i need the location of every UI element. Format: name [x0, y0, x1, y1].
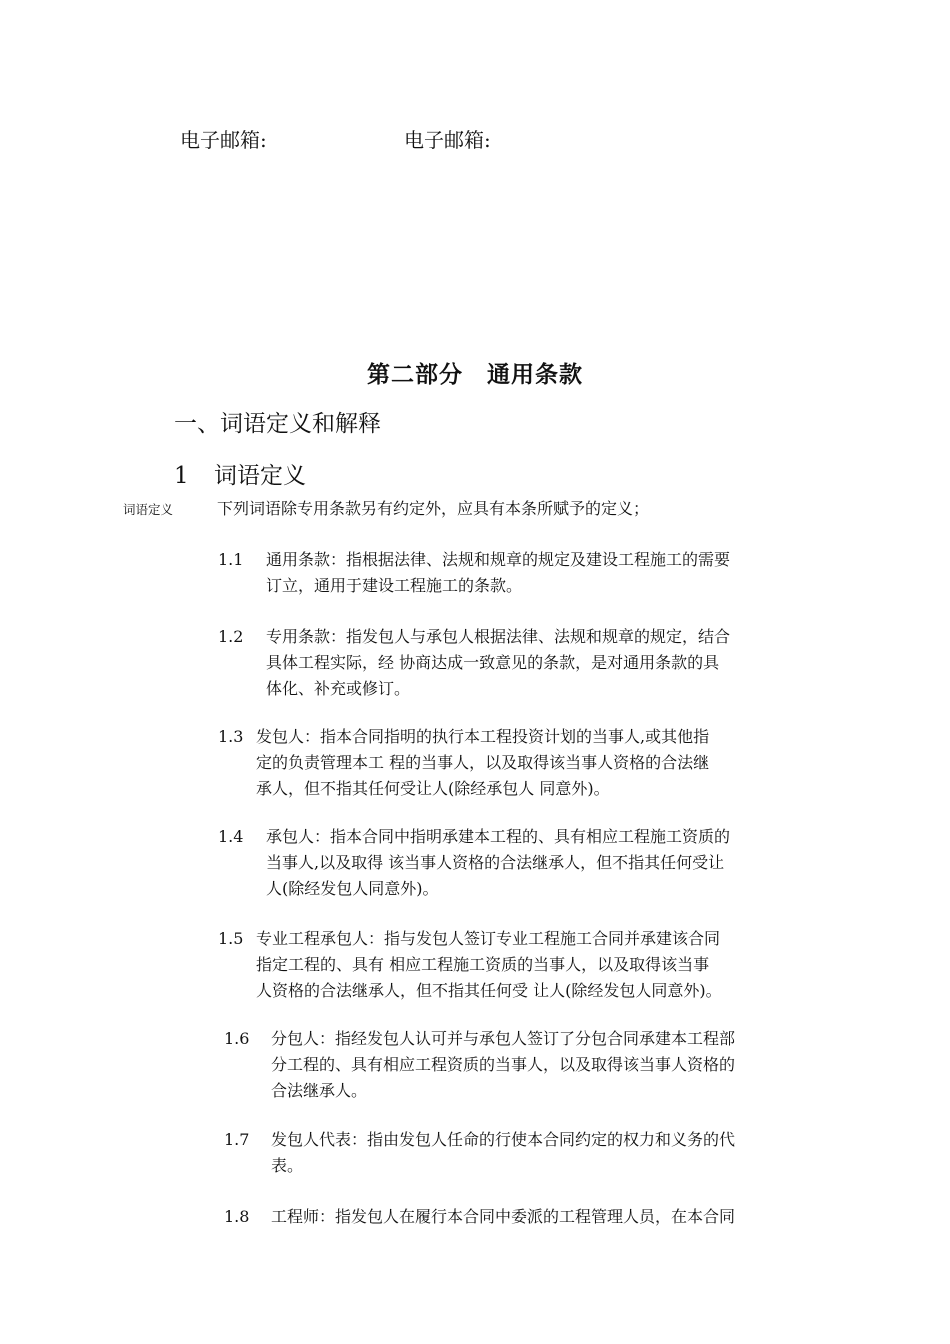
clause-line: 指定工程的、具有 相应工程施工资质的当事人，以及取得该当事 — [256, 955, 710, 974]
clause-line: 分包人：指经发包人认可并与承包人签订了分包合同承建本工程部 — [271, 1029, 736, 1048]
clause-1-5 — [218, 926, 722, 1004]
email-label-right: 电子邮箱: — [404, 128, 491, 152]
clause-line: 承包人：指本合同中指明承建本工程的、具有相应工程施工资质的 — [266, 827, 731, 846]
clause-number: 1.6 — [224, 1029, 250, 1048]
subsection-heading — [174, 457, 306, 490]
clause-line: 承人，但不指其任何受让人(除经承包人 同意外)。 — [256, 779, 610, 798]
clause-1-4 — [218, 824, 730, 902]
clause-line: 通用条款：指根据法律、法规和规章的规定及建设工程施工的需要 — [266, 550, 731, 569]
clause-line: 专业工程承包人：指与发包人签订专业工程施工合同并承建该合同 — [256, 929, 721, 948]
margin-note: 词语定义 — [123, 502, 174, 517]
section-heading: 一、词语定义和解释 — [174, 411, 381, 437]
clause-line: 人(除经发包人同意外)。 — [266, 879, 439, 898]
part-title: 第二部分 通用条款 — [367, 361, 583, 388]
clause-line: 合法继承人。 — [271, 1081, 368, 1100]
clause-line: 定的负责管理本工 程的当事人，以及取得该当事人资格的合法继 — [256, 753, 710, 772]
clause-line: 工程师：指发包人在履行本合同中委派的工程管理人员，在本合同 — [271, 1207, 736, 1226]
clause-line: 分工程的、具有相应工程资质的当事人，以及取得该当事人资格的 — [271, 1055, 736, 1074]
email-label-left: 电子邮箱: — [180, 128, 267, 152]
subsection-number: 1 — [174, 463, 189, 489]
clause-number: 1.1 — [218, 550, 244, 569]
clause-1-2 — [218, 624, 730, 702]
clause-line: 表。 — [271, 1156, 304, 1175]
clause-1-7 — [224, 1127, 735, 1179]
clause-line: 具体工程实际，经 协商达成一致意见的条款，是对通用条款的具 — [266, 653, 720, 672]
clause-line: 当事人,以及取得 该当事人资格的合法继承人，但不指其任何受让 — [266, 853, 725, 872]
intro-text: 下列词语除专用条款另有约定外，应具有本条所赋予的定义； — [217, 499, 650, 518]
clause-number: 1.5 — [218, 929, 244, 948]
clause-1-8 — [224, 1204, 735, 1230]
clause-number: 1.4 — [218, 827, 244, 846]
clause-number: 1.7 — [224, 1130, 250, 1149]
clause-number: 1.2 — [218, 627, 244, 646]
clause-line: 发包人代表：指由发包人任命的行使本合同约定的权力和义务的代 — [271, 1130, 736, 1149]
clause-number: 1.8 — [224, 1207, 250, 1226]
subsection-title: 词语定义 — [214, 463, 306, 489]
clause-1-6 — [224, 1026, 735, 1104]
clause-line: 发包人：指本合同指明的执行本工程投资计划的当事人,或其他指 — [256, 727, 710, 746]
clause-1-1 — [218, 547, 730, 599]
clause-line: 体化、补充或修订。 — [266, 679, 411, 698]
clause-line: 订立，通用于建设工程施工的条款。 — [266, 576, 523, 595]
clause-line: 专用条款：指发包人与承包人根据法律、法规和规章的规定，结合 — [266, 627, 731, 646]
clause-number: 1.3 — [218, 727, 244, 746]
clause-line: 人资格的合法继承人，但不指其任何受 让人(除经发包人同意外)。 — [256, 981, 722, 1000]
clause-1-3 — [218, 724, 709, 802]
